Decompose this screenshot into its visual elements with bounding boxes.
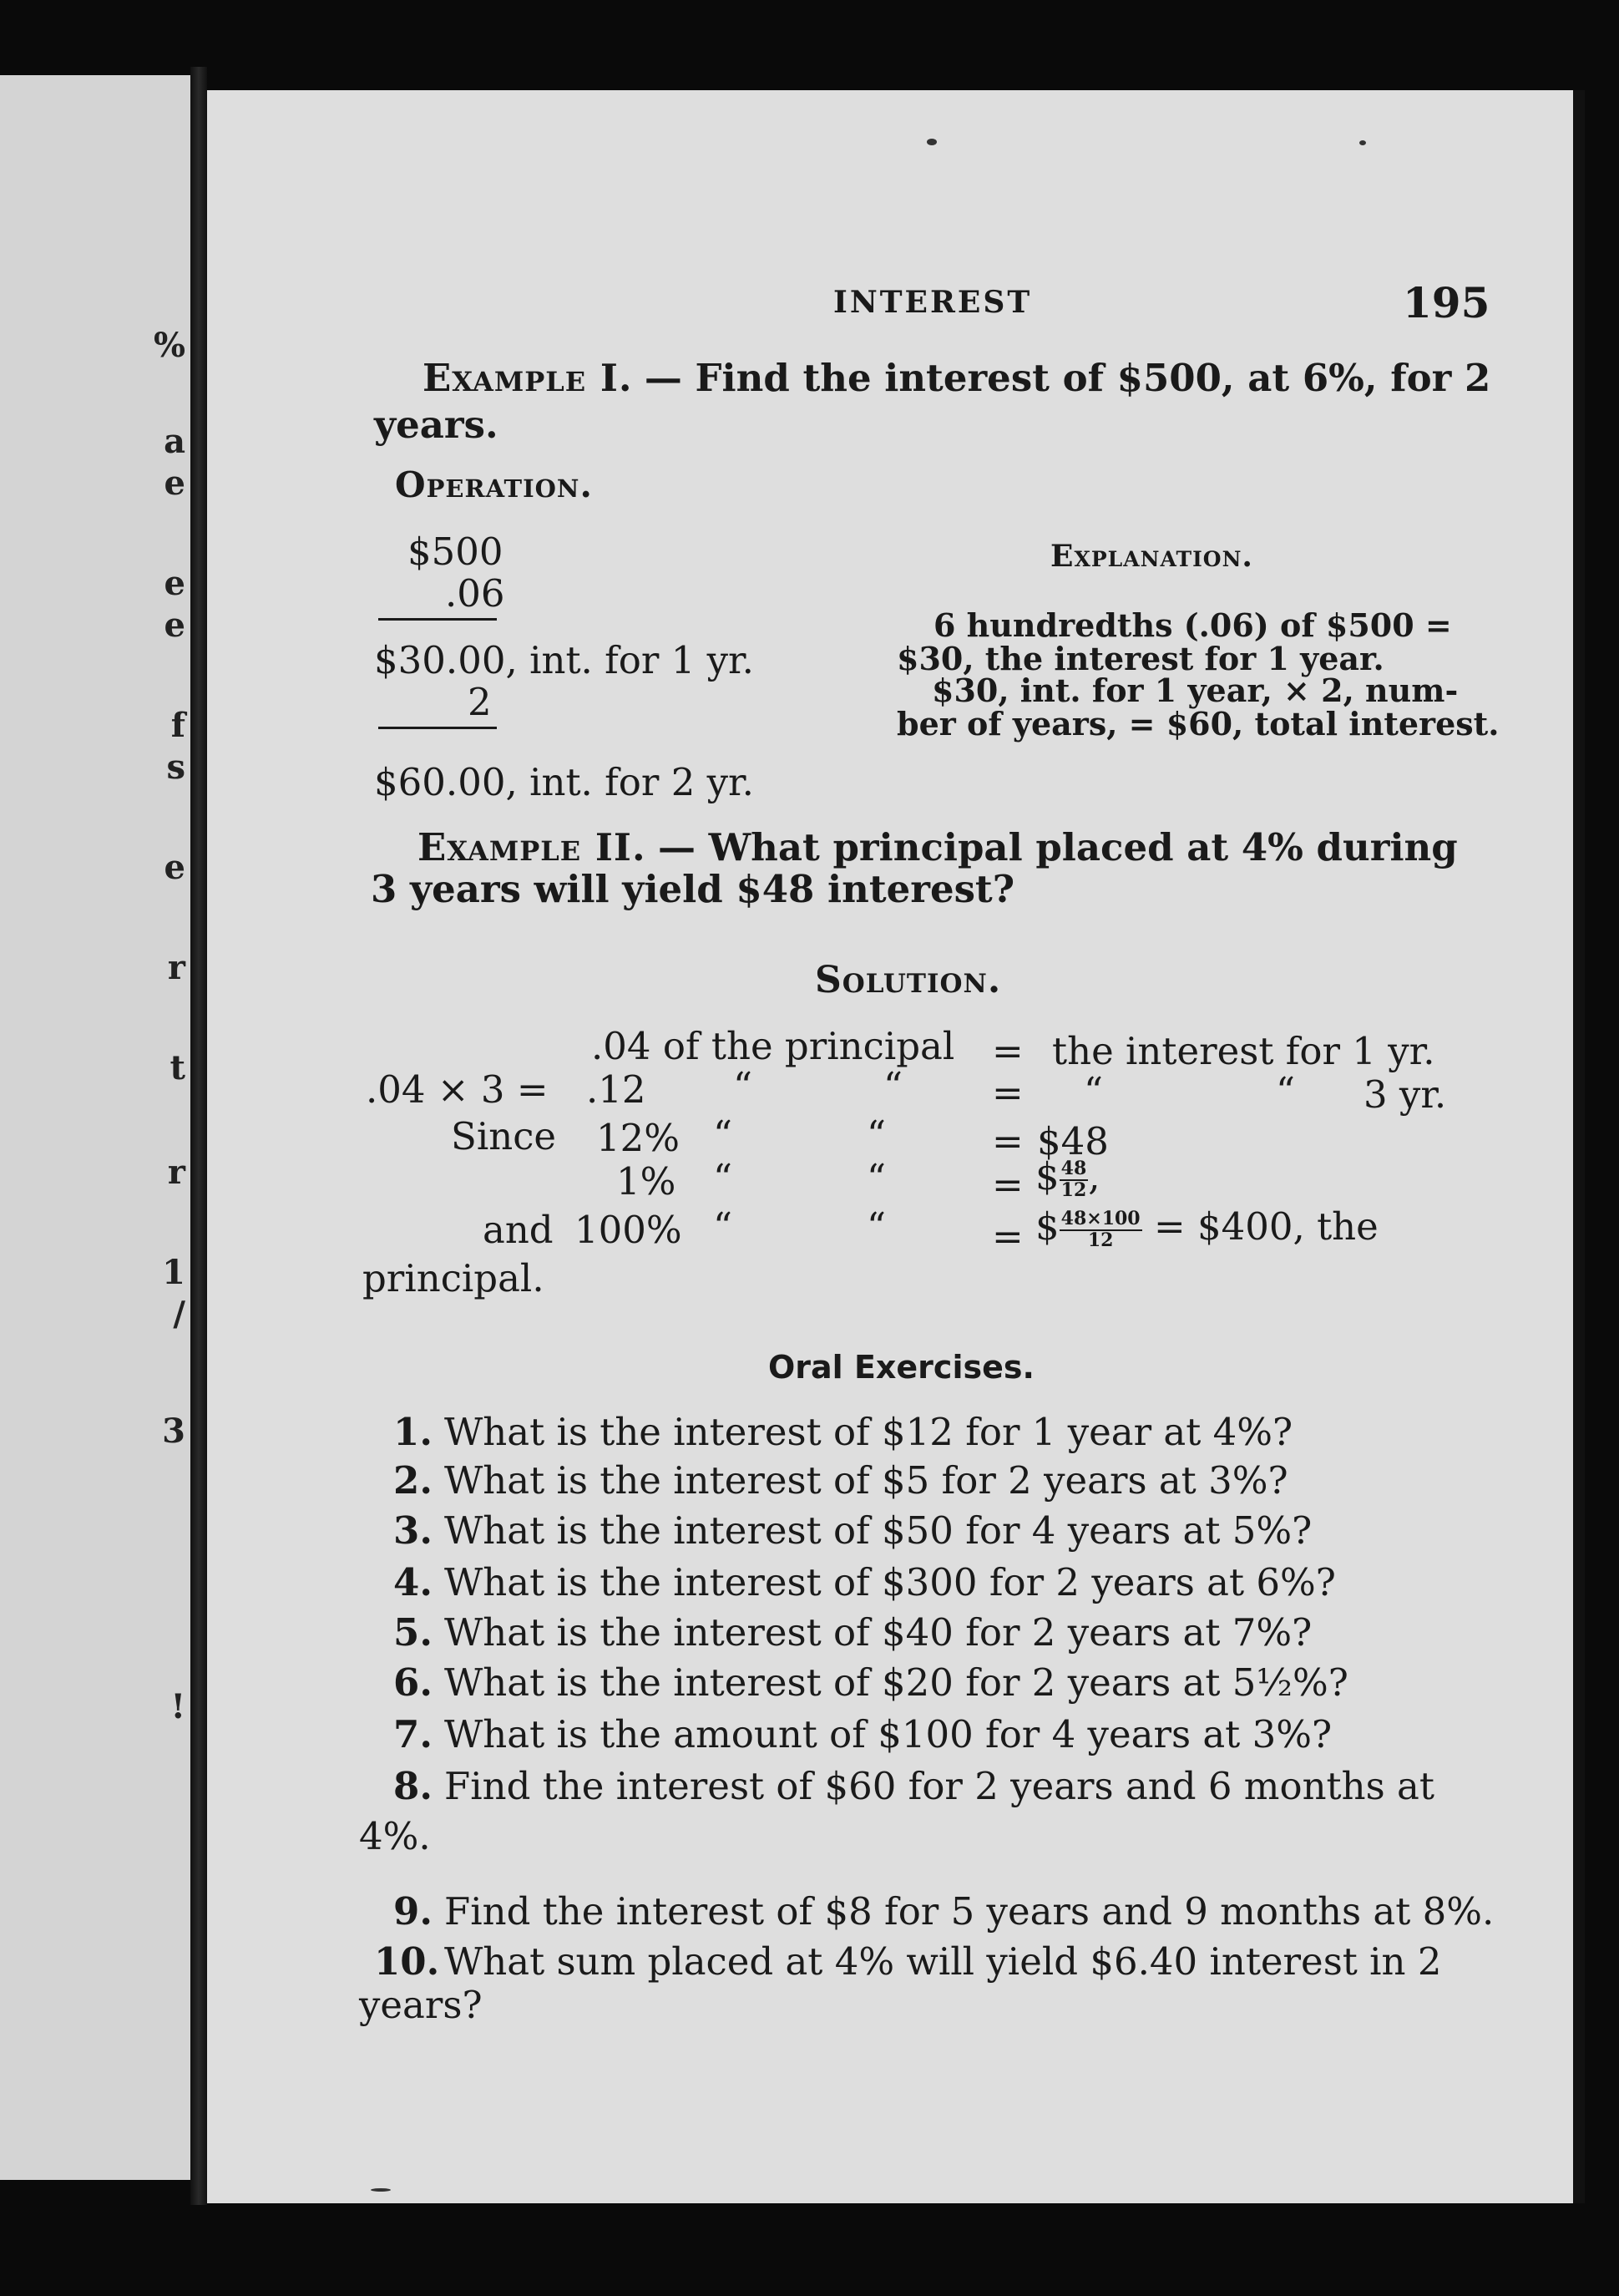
- fraction-denominator: 12: [1060, 1178, 1087, 1201]
- op-line: 2: [468, 680, 492, 724]
- exercise-item: [374, 1458, 1288, 1503]
- explanation-line: 6 hundredths (.06) of $500 =: [933, 606, 1452, 644]
- ditto-mark: “: [867, 1156, 887, 1200]
- solution-row-1-result: the interest for 1 yr.: [1052, 1029, 1435, 1073]
- exercise-text: What is the interest of $300 for 2 years at 6%?: [444, 1560, 1336, 1604]
- margin-fragment: /: [173, 1295, 185, 1334]
- example-1-line-1: [422, 356, 1491, 400]
- exercise-number: 1.: [393, 1410, 433, 1454]
- page-number: 195: [1403, 278, 1490, 327]
- exercise-item: [374, 1939, 1442, 1984]
- exercise-text: What sum placed at 4% will yield $6.40 interest in 2: [444, 1939, 1442, 1984]
- exercise-item: [374, 1610, 1313, 1655]
- ditto-mark: “: [713, 1204, 733, 1249]
- ditto-mark: “: [1084, 1069, 1104, 1113]
- fraction: [1060, 1209, 1142, 1249]
- solution-row-1-equals: =: [992, 1029, 1024, 1073]
- exercise-item: [374, 1712, 1333, 1756]
- operation-label: Operation.: [395, 464, 594, 505]
- fraction-denominator: 12: [1087, 1229, 1114, 1251]
- page-edge-shadow: [1573, 90, 1585, 2203]
- margin-fragment: f: [170, 706, 185, 745]
- exercise-item: [374, 1660, 1348, 1705]
- exercise-text: What is the amount of $100 for 4 years at 3%?: [444, 1712, 1333, 1756]
- dollar-sign: $: [1035, 1204, 1060, 1249]
- op-rule: [378, 618, 497, 621]
- margin-fragment: !: [170, 1687, 185, 1726]
- solution-row-2-left: .04 × 3 =: [366, 1067, 549, 1112]
- op-line: $60.00, int. for 2 yr.: [374, 760, 754, 804]
- explanation-line: $30, the interest for 1 year.: [897, 640, 1384, 677]
- scan-speck: [927, 139, 937, 145]
- exercise-number: 2.: [393, 1458, 433, 1503]
- exercise-text: What is the interest of $20 for 2 years at 5½%?: [444, 1660, 1348, 1705]
- solution-row-5-left: and: [483, 1208, 554, 1252]
- solution-final-line: principal.: [362, 1256, 544, 1300]
- op-line: .06: [445, 571, 505, 616]
- solution-row-3-left: Since: [451, 1114, 557, 1158]
- exercise-item: [374, 1560, 1336, 1604]
- exercise-number: 4.: [393, 1560, 433, 1604]
- exercise-continuation: years?: [359, 1983, 483, 2027]
- book-page: [207, 90, 1585, 2203]
- exercise-text: What is the interest of $50 for 4 years at 5%?: [444, 1508, 1313, 1553]
- exercise-number: 9.: [393, 1889, 433, 1934]
- margin-fragment: e: [164, 606, 185, 645]
- exercise-text: What is the interest of $5 for 2 years at 3%?: [444, 1458, 1288, 1503]
- solution-row-2-term: .12: [586, 1067, 646, 1112]
- margin-fragment: 3: [162, 1412, 185, 1451]
- op-line: $500: [407, 530, 503, 574]
- margin-fragment: r: [167, 948, 185, 987]
- left-page-edge: [0, 75, 190, 2180]
- solution-row-4-term: 1%: [616, 1159, 676, 1204]
- op-rule: [378, 727, 497, 729]
- solution-row-4-result: [1035, 1154, 1100, 1201]
- exercise-number: 5.: [393, 1610, 433, 1655]
- dollar-sign: $: [1035, 1154, 1060, 1199]
- margin-fragment: a: [164, 422, 185, 461]
- ditto-mark: “: [867, 1113, 887, 1157]
- exercise-item: [374, 1508, 1313, 1553]
- ditto-mark: “: [713, 1113, 733, 1157]
- solution-row-3-result: $48: [1037, 1119, 1109, 1163]
- exercise-item: [374, 1889, 1495, 1934]
- exercise-number: 10.: [374, 1939, 440, 1984]
- fraction-numerator: 48: [1060, 1158, 1087, 1180]
- margin-fragment: %: [153, 326, 185, 365]
- margin-fragment: e: [164, 464, 185, 503]
- fraction-trailing: ,: [1088, 1154, 1100, 1199]
- solution-row-5-term: 100%: [574, 1208, 682, 1252]
- running-head: INTEREST: [833, 285, 1033, 320]
- book-gutter: [190, 67, 207, 2205]
- exercise-item: [374, 1410, 1293, 1454]
- margin-fragment: 1: [162, 1253, 185, 1292]
- ditto-mark: “: [867, 1204, 887, 1249]
- ditto-mark: “: [1276, 1069, 1296, 1113]
- solution-row-5-result: [1035, 1204, 1379, 1251]
- example-2-line-2: 3 years will yield $48 interest?: [371, 867, 1015, 911]
- fraction: [1060, 1159, 1089, 1199]
- fraction-numerator: 48×100: [1060, 1208, 1141, 1230]
- exercise-continuation: 4%.: [359, 1814, 431, 1858]
- margin-fragment: r: [167, 1153, 185, 1192]
- example-1-line-2: years.: [374, 403, 498, 447]
- exercise-number: 8.: [393, 1764, 433, 1808]
- example-1-text: — Find the interest of $500, at 6%, for 2: [644, 356, 1491, 400]
- ditto-mark: “: [733, 1064, 753, 1108]
- solution-label: Solution.: [815, 959, 1002, 1001]
- solution-row-4-equals: =: [992, 1163, 1024, 1207]
- exercise-text: What is the interest of $12 for 1 year at 4%?: [444, 1410, 1293, 1454]
- margin-fragment: e: [164, 564, 185, 603]
- solution-row-5-equals: =: [992, 1214, 1024, 1259]
- explanation-label: Explanation.: [1050, 539, 1253, 574]
- exercise-text: Find the interest of $8 for 5 years and 9 months at 8%.: [444, 1889, 1495, 1934]
- example-2-line-1: [417, 825, 1458, 869]
- op-line: $30.00, int. for 1 yr.: [374, 638, 754, 682]
- solution-row-3-equals: =: [992, 1119, 1024, 1163]
- exercise-item: [374, 1764, 1434, 1808]
- scan-speck: [371, 2188, 391, 2192]
- exercise-number: 6.: [393, 1660, 433, 1705]
- solution-row-2-equals: =: [992, 1071, 1024, 1115]
- explanation-line: ber of years, = $60, total interest.: [897, 705, 1500, 743]
- solution-row-3-term: 12%: [596, 1116, 680, 1160]
- margin-fragment: t: [169, 1048, 185, 1087]
- margin-fragment: e: [164, 848, 185, 887]
- exercise-text: Find the interest of $60 for 2 years and 6 months at: [444, 1764, 1434, 1808]
- example-2-heading: Example II.: [417, 825, 646, 869]
- margin-fragment: s: [166, 748, 185, 787]
- exercise-number: 3.: [393, 1508, 433, 1553]
- example-2-text: — What principal placed at 4% during: [657, 825, 1458, 869]
- exercise-number: 7.: [393, 1712, 433, 1756]
- ditto-mark: “: [883, 1064, 903, 1108]
- example-1-heading: Example I.: [422, 356, 633, 400]
- scan-speck: [1359, 140, 1366, 145]
- ditto-mark: “: [713, 1156, 733, 1200]
- solution-row-2-result: 3 yr.: [1364, 1072, 1447, 1117]
- exercise-text: What is the interest of $40 for 2 years at 7%?: [444, 1610, 1313, 1655]
- oral-exercises-heading: Oral Exercises.: [768, 1349, 1035, 1386]
- fraction-trailing: = $400, the: [1153, 1204, 1379, 1249]
- solution-row-1-term: .04 of the principal: [591, 1024, 955, 1068]
- explanation-line: $30, int. for 1 year, × 2, num-: [932, 672, 1459, 709]
